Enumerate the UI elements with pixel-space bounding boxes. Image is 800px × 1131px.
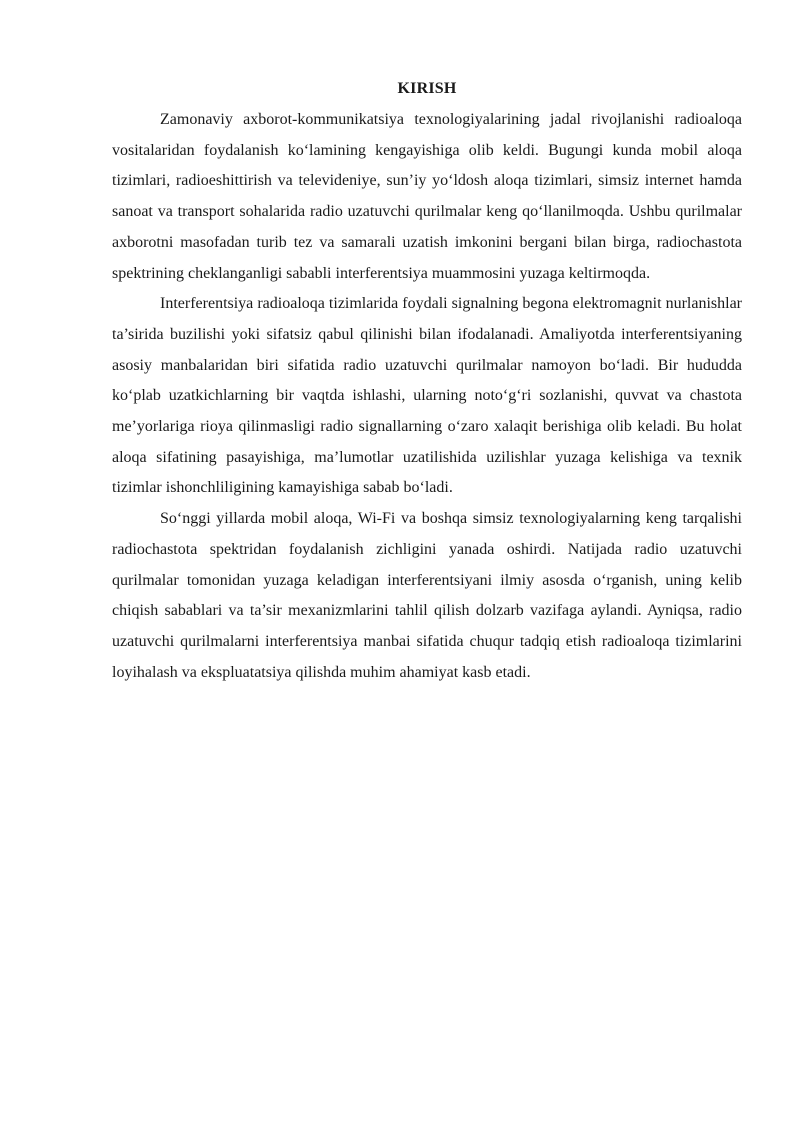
paragraph-2: Interferentsiya radioaloqa tizimlarida foydali signalning begona elektromagnit nurlanishlar ta’sirida buzilishi yoki sifatsiz qabul qilinishi bilan ifodalanadi. Amaliyotda interferentsiyaning asosiy manbalaridan biri sifatida radio uzatuvchi qurilmalar namoyon bo‘ladi. Bir hududda ko‘plab uzatkichlarning bir vaqtda ishlashi, ularning noto‘g‘ri sozlanishi, quvvat va chastota me’yorlariga rioya qilinmasligi radio signallarning o‘zaro xalaqit berishiga olib keladi. Bu holat aloqa sifatining pasayishiga, ma’lumotlar uzatilishida uzilishlar yuzaga kelishiga va texnik tizimlar ishonchliligining kamayishiga sabab bo‘ladi. [112, 295, 742, 497]
paragraph-1: Zamonaviy axborot-kommunikatsiya texnologiyalarining jadal rivojlanishi radioaloqa vositalaridan foydalanish ko‘lamining kengayishiga olib keldi. Bugungi kunda mobil aloqa tizimlari, radioeshittirish va televideniye, sun’iy yo‘ldosh aloqa tizimlari, simsiz internet hamda sanoat va transport sohalarida radio uzatuvchi qurilmalar keng qo‘llanilmoqda. Ushbu qurilmalar axborotni masofadan turib tez va samarali uzatish imkonini bergani bilan birga, radiochastota spektrining cheklanganligi sababli interferentsiya muammosini yuzaga keltirmoqda. [112, 111, 742, 282]
page-title: KIRISH [397, 80, 457, 97]
paragraph-3: So‘nggi yillarda mobil aloqa, Wi-Fi va boshqa simsiz texnologiyalarning keng tarqalishi radiochastota spektridan foydalanish zichligini yanada oshirdi. Natijada radio uzatuvchi qurilmalar tomonidan yuzaga keladigan interferentsiyani ilmiy asosda o‘rganish, uning kelib chiqish sabablari va ta’sir mexanizmlarini tahlil qilish dolzarb vazifaga aylandi. Ayniqsa, radio uzatuvchi qurilmalarni interferentsiya manbai sifatida chuqur tadqiq etish radioaloqa tizimlarini loyihalash va ekspluatatsiya qilishda muhim ahamiyat kasb etadi. [112, 510, 742, 681]
